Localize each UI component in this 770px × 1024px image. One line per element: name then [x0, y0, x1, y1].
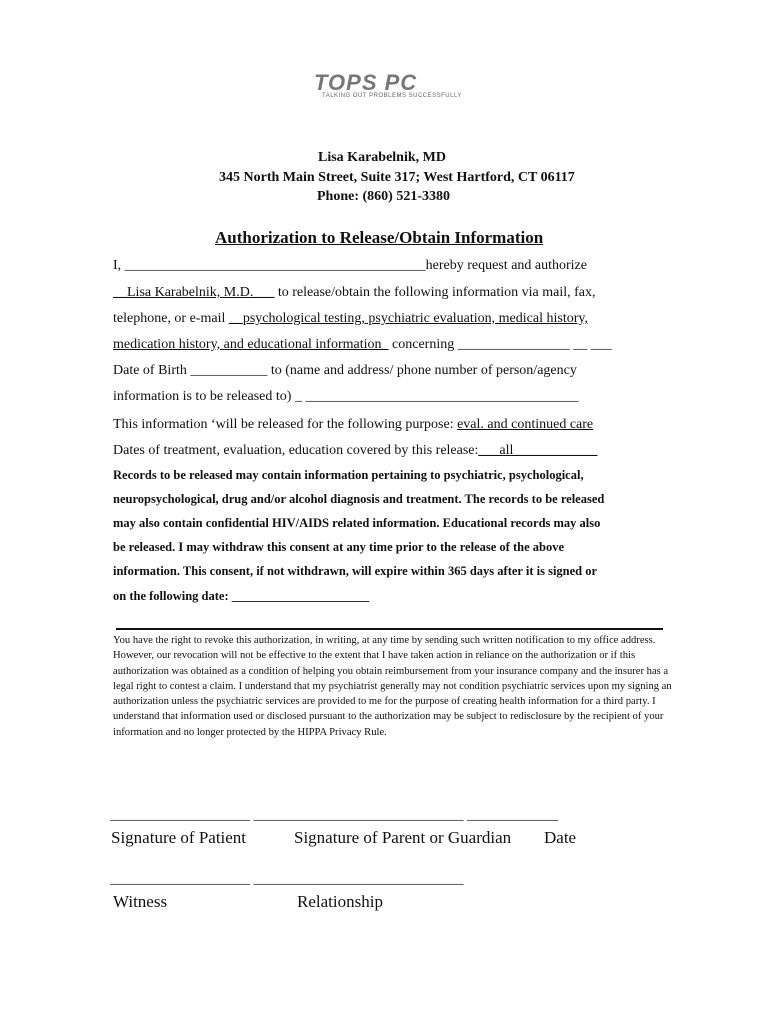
- dob-label: Date of Birth: [113, 363, 191, 378]
- concerning-line: [113, 337, 612, 353]
- information-field[interactable]: __psychological testing, psychiatric evaluation, medical history,: [228, 311, 588, 326]
- recipient-blank[interactable]: _ _______________________________________: [294, 389, 579, 404]
- line2-rest: to release/obtain the following information via mail, fax,: [274, 285, 596, 300]
- witness-label: Witness: [113, 892, 168, 911]
- patient-signature-label: Signature of Patient: [111, 828, 247, 847]
- purpose-field[interactable]: eval. and continued care: [457, 417, 594, 432]
- section-divider: [116, 628, 663, 630]
- logo-tagline: TALKING OUT PROBLEMS SUCCESSFULLY: [322, 93, 462, 99]
- guardian-signature-label: Signature of Parent or Guardian: [294, 828, 512, 847]
- expiration-date-line[interactable]: on the following date: ______________________: [113, 589, 370, 603]
- provider-field[interactable]: __Lisa Karabelnik, M.D.___: [113, 285, 275, 300]
- information-line: [113, 311, 588, 327]
- recipient-label: information is to be released to): [113, 389, 295, 404]
- dob-line: [113, 363, 577, 379]
- consent-text-line: be released. I may withdraw this consent at any time prior to the release of the above: [113, 540, 564, 554]
- purpose-line: [113, 417, 593, 433]
- revocation-notice: You have the right to revoke this authorization, in writing, at any time by sending such written notification to my office address. However, our revocation will not be effective to the extent that I have taken action in reliance on the authorization or if this authorization was obtained as a condition of helping you obtain reimbursement from your insurance company and the insurer has a legal right to contest a claim. I understand that my psychiatrist generally may not condition psychiatric services upon my signing an authorization unless the psychiatric services are provided to me for the purpose of creating health information for a third party. I understand that information used or disclosed pursuant to the authorization may be subject to redisclosure by the recipient of your information and no longer protected by the HIPPA Privacy Rule.: [113, 635, 672, 738]
- line1-suffix: hereby request and authorize: [425, 258, 587, 273]
- line3-prefix: telephone, or e-mail: [113, 311, 229, 326]
- dates-field[interactable]: ___all____________: [478, 443, 598, 458]
- consent-text-line: Records to be released may contain information pertaining to psychiatric, psychological,: [113, 468, 584, 482]
- provider-phone: Phone: (860) 521-3380: [317, 189, 450, 204]
- signature-lines-row1[interactable]: ____________________ ______________________________ _____________: [110, 808, 558, 823]
- provider-name: Lisa Karabelnik, MD: [318, 150, 446, 165]
- dates-label: Dates of treatment, evaluation, education covered by this release:: [113, 443, 479, 458]
- concerning-blank[interactable]: ________________ __ ___: [457, 337, 612, 352]
- consent-text-line: information. This consent, if not withdrawn, will expire within 365 days after it is signed or: [113, 564, 598, 578]
- date-label: Date: [544, 828, 577, 847]
- information-field-continued[interactable]: medication history, and educational information_: [113, 337, 389, 352]
- release-line: [113, 285, 596, 301]
- dob-blank[interactable]: ___________: [190, 363, 268, 378]
- patient-name-blank[interactable]: ___________________________________________: [124, 258, 426, 273]
- line1-prefix: I,: [113, 258, 125, 273]
- consent-text-line: neuropsychological, drug and/or alcohol diagnosis and treatment. The records to be released: [113, 492, 605, 506]
- line4-mid: concerning: [388, 337, 458, 352]
- purpose-label: This information ‘will be released for the following purpose:: [113, 417, 458, 432]
- logo-text: TOPS PC: [314, 70, 418, 95]
- line5-rest: to (name and address/ phone number of person/agency: [267, 363, 577, 378]
- signature-lines-row2[interactable]: ____________________ ______________________________: [110, 872, 464, 887]
- form-title: Authorization to Release/Obtain Information: [215, 228, 544, 247]
- dates-line: [113, 443, 597, 459]
- relationship-label: Relationship: [297, 892, 383, 911]
- recipient-line: [113, 389, 578, 405]
- consent-text-line: may also contain confidential HIV/AIDS related information. Educational records may also: [113, 516, 601, 530]
- provider-address: 345 North Main Street, Suite 317; West Hartford, CT 06117: [219, 170, 575, 185]
- authorize-line: [113, 258, 587, 274]
- tops-pc-logo: [312, 70, 462, 104]
